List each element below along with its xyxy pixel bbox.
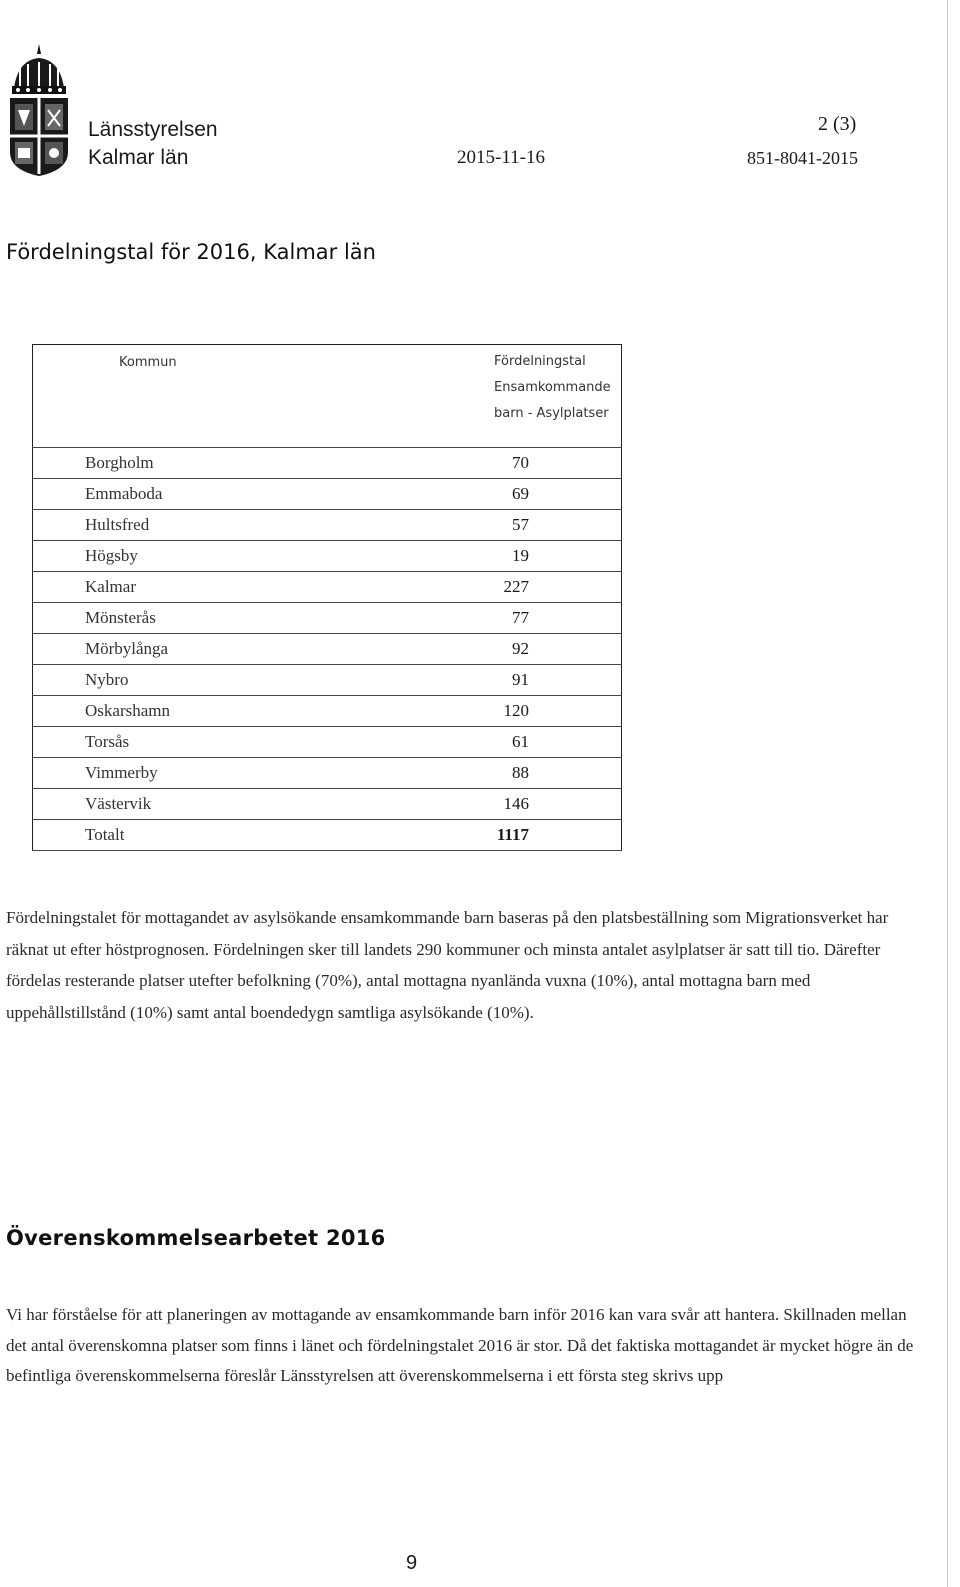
distribution-value: 77	[404, 603, 622, 634]
total-value: 1117	[404, 820, 622, 851]
distribution-value: 227	[404, 572, 622, 603]
municipality-name: Nybro	[33, 665, 405, 696]
organization-name: Länsstyrelsen	[88, 118, 218, 141]
municipality-name: Mönsterås	[33, 603, 405, 634]
municipality-name: Torsås	[33, 727, 405, 758]
distribution-value: 120	[404, 696, 622, 727]
distribution-value: 61	[404, 727, 622, 758]
scan-edge-line	[947, 0, 948, 1587]
municipality-name: Kalmar	[33, 572, 405, 603]
page-indicator: 2 (3)	[818, 113, 857, 135]
table-row	[33, 510, 622, 541]
distribution-value: 91	[404, 665, 622, 696]
municipality-name: Högsby	[33, 541, 405, 572]
column-header-distribution	[404, 345, 622, 448]
table-row	[33, 634, 622, 665]
table-row	[33, 448, 622, 479]
table-row	[33, 665, 622, 696]
municipality-name: Mörbylånga	[33, 634, 405, 665]
organization-region: Kalmar län	[88, 146, 189, 169]
municipality-name: Hultsfred	[33, 510, 405, 541]
municipality-name: Västervik	[33, 789, 405, 820]
distribution-value: 57	[404, 510, 622, 541]
document-date: 2015-11-16	[457, 147, 545, 168]
distribution-explanation-paragraph: Fördelningstalet för mottagandet av asylsökande ensamkommande barn baseras på den platsbeställning som Migrationsverket har räknat ut efter höstprognosen. Fördelningen sker till landets 290 kommuner och minsta antalet asylplatser är satt till tio. Därefter fördelas resterande platser utefter befolkning (70%), antal mottagna nyanlända vuxna (10%), antal mottagna barn med uppehållstillstånd (10%) samt antal boendedygn samtliga asylsökande (10%).	[6, 908, 889, 1022]
municipality-name: Vimmerby	[33, 758, 405, 789]
distribution-value: 70	[404, 448, 622, 479]
table-row	[33, 727, 622, 758]
distribution-value: 19	[404, 541, 622, 572]
coat-of-arms-logo	[4, 40, 74, 180]
total-label: Totalt	[33, 820, 405, 851]
column-header-line: barn - Asylplatser	[494, 406, 609, 421]
column-header-line: Fördelningstal	[494, 354, 586, 369]
table-row	[33, 541, 622, 572]
agreement-paragraph: Vi har förståelse för att planeringen av mottagande av ensamkommande barn inför 2016 kan vara svår att hantera. Skillnaden mellan det antal överenskomna platser som finns i länet och fördelningstalet 2016 är stor. Då det faktiska mottagandet är mycket högre än de befintliga överenskommelserna föreslår Länsstyrelsen att överenskommelserna i ett första steg skrivs upp	[6, 1305, 914, 1385]
table-header-row	[33, 345, 622, 448]
table-row	[33, 603, 622, 634]
table-row	[33, 696, 622, 727]
table-row	[33, 789, 622, 820]
table-row	[33, 572, 622, 603]
distribution-table	[32, 344, 622, 851]
distribution-value: 146	[404, 789, 622, 820]
distribution-value: 92	[404, 634, 622, 665]
section-heading-agreement: Överenskommelsearbetet 2016	[6, 1226, 386, 1250]
column-header-line: Ensamkommande	[494, 380, 611, 395]
distribution-value: 69	[404, 479, 622, 510]
distribution-value: 88	[404, 758, 622, 789]
column-header-municipality: Kommun	[33, 345, 405, 448]
municipality-name: Borgholm	[33, 448, 405, 479]
table-total-row	[33, 820, 622, 851]
table-row	[33, 479, 622, 510]
municipality-name: Emmaboda	[33, 479, 405, 510]
page-number: 9	[406, 1552, 418, 1574]
section-heading-distribution: Fördelningstal för 2016, Kalmar län	[6, 240, 376, 264]
municipality-name: Oskarshamn	[33, 696, 405, 727]
table-row	[33, 758, 622, 789]
case-number: 851-8041-2015	[747, 148, 858, 168]
